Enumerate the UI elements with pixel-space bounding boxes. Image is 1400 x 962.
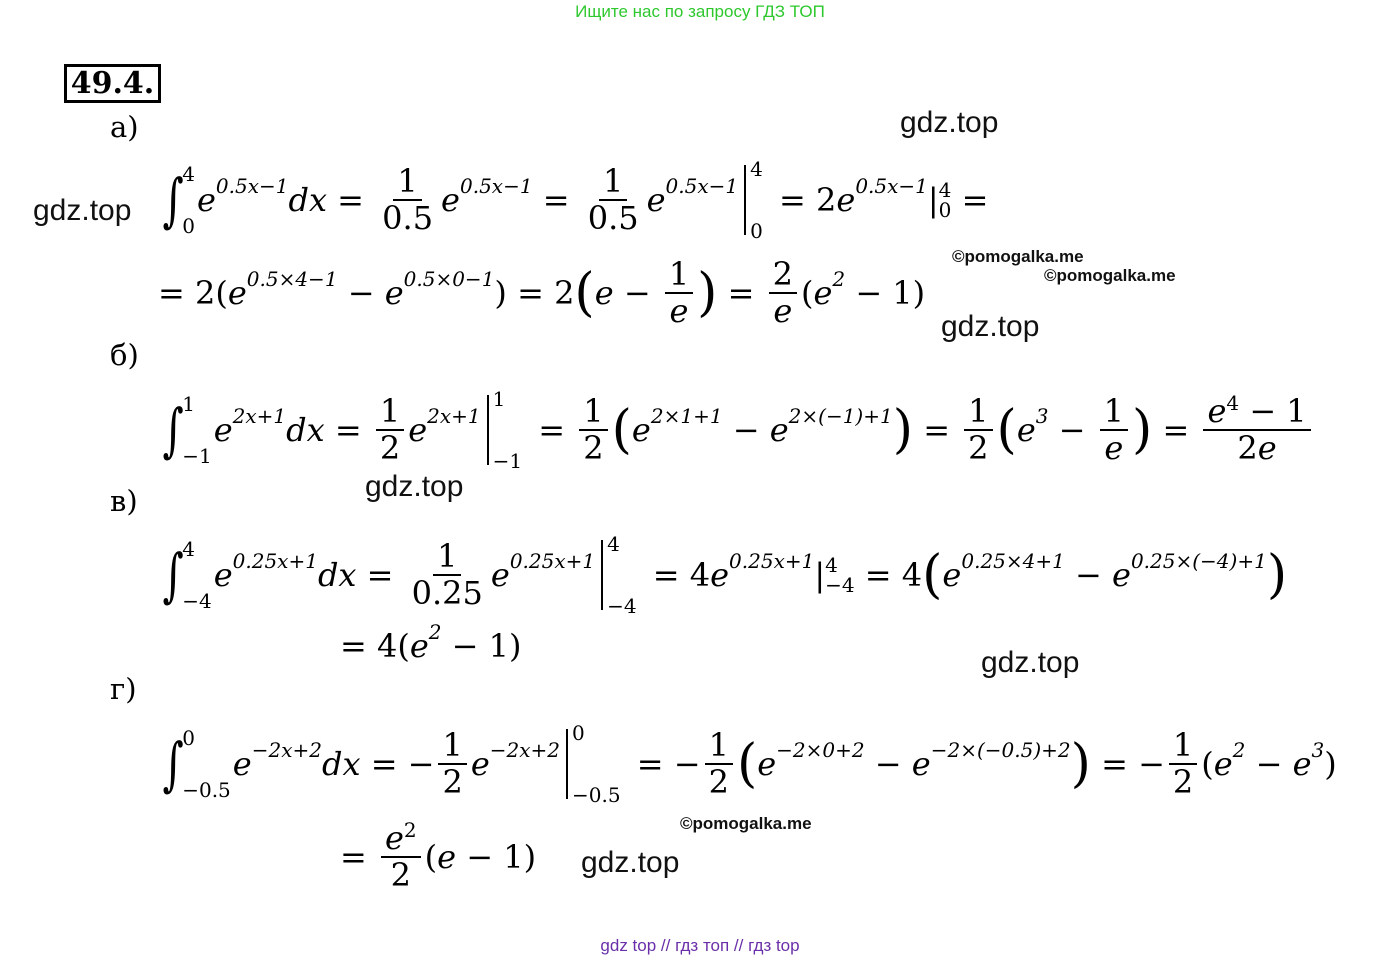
- watermark-gdz: gdz.top: [941, 310, 1040, 343]
- equation-g-line1: ∫ 0 −0.5 e $^{-2x+2}$ dx = − $\frac{1}{2}$ e $^{-2x+2}$ 0 −0.5 = − $\frac{1}{2}$ ( e $^{-2\times 0+2}$ − e $^{-2\times(-0.5)+2}$ ) = − $\frac{1}{2}$ ( e $^2$ − e $^3$ ): [162, 721, 1337, 807]
- watermark-gdz: gdz.top: [581, 846, 680, 879]
- part-label-g: г): [110, 672, 137, 706]
- part-label-a: а): [110, 110, 139, 144]
- equation-a-line2: = 2( e $^{0.5\times 4-1}$ − e $^{0.5\times 0-1}$ ) = 2 ( e − $\frac{1}{e}$ ) = $\frac{2}{e}$ ( e $^2$ − 1): [158, 254, 926, 330]
- equation-g-line2: = $\frac{e^2}{2}$ ( e − 1): [340, 817, 537, 894]
- watermark-gdz: gdz.top: [33, 194, 132, 227]
- part-label-b: б): [110, 338, 139, 372]
- watermark-pomogalka: ©pomogalka.me: [680, 814, 812, 833]
- problem-number: 49.4.: [64, 64, 161, 103]
- footer-links: gdz top // гдз топ // гдз top: [600, 936, 800, 955]
- watermark-gdz: gdz.top: [981, 646, 1080, 679]
- equation-v-line2: = 4( e $^2$ − 1): [340, 620, 522, 665]
- watermark-pomogalka: ©pomogalka.me: [952, 247, 1084, 266]
- watermark-gdz: gdz.top: [365, 470, 464, 503]
- part-label-v: в): [110, 484, 138, 518]
- watermark-gdz: gdz.top: [900, 106, 999, 139]
- watermark-pomogalka: ©pomogalka.me: [1044, 266, 1176, 285]
- top-banner: Ищите нас по запросу ГДЗ ТОП: [575, 2, 825, 21]
- equation-v-line1: ∫ 4 −4 e $^{0.25x+1}$ dx = $\frac{1}{0.25}$ e $^{0.25x+1}$ 4 −4 = 4 e $^{0.25x+1}$ | 4 −4 = 4 ( e $^{0.25\times 4+1}$ − e $^{0.25\times(-4)+1}$ ): [162, 532, 1288, 618]
- equation-a-line1: ∫ 4 0 e $^{0.5x-1}$ dx = $\frac{1}{0.5}$ e $^{0.5x-1}$ = $\frac{1}{0.5}$ e $^{0.5x-1}$ 4 0 = 2 e $^{0.5x-1}$ | 4 0 =: [162, 157, 989, 243]
- equation-b: ∫ 1 −1 e $^{2x+1}$ dx = $\frac{1}{2}$ e $^{2x+1}$ 1 −1 = $\frac{1}{2}$ ( e $^{2\times 1+1}$ − e $^{2\times(-1)+1}$ ) = $\frac{1}{2}$ ( e $^3$ − $\frac{1}{e}$ ) = $\frac{e^4 - 1}{2e}$: [158, 380, 1315, 480]
